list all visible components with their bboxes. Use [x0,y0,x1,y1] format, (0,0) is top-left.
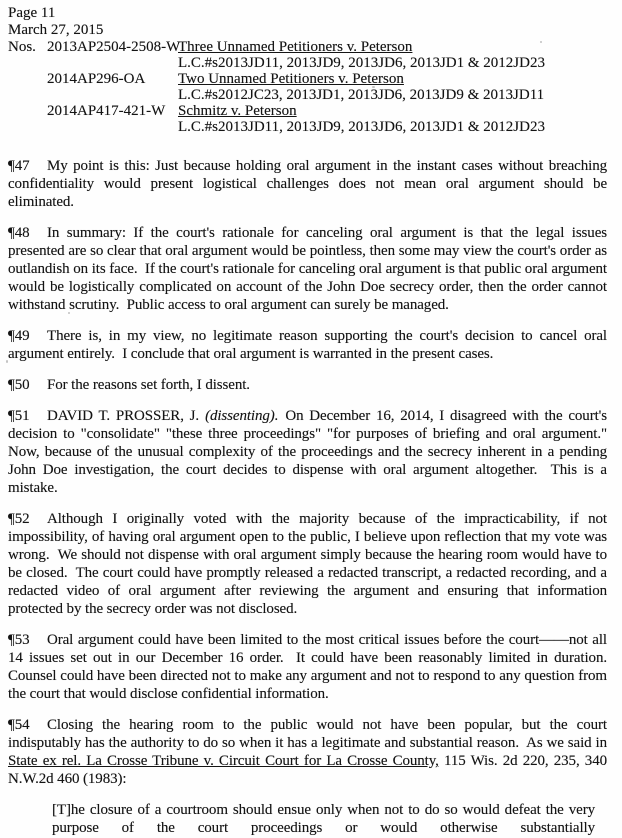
paragraph-number: ¶54 [8,717,30,733]
case-caption-table [8,39,607,135]
paragraph-text: On December 16, 2014, I disagreed with the court's decision to "consolidate" "these three proceedings" "for purposes of briefing and oral argument." Now, because of the unusual complexity of the proceedings and the secrecy inherent in a pending John Doe investigation, the court decides to dispense with oral argument altogether. This is a mistake. [8,408,615,496]
case-name: Two Unnamed Petitioners v. Peterson [178,71,404,87]
dissent-author-name: DAVID T. PROSSER, J. [47,408,200,424]
paragraph-50 [8,376,607,394]
paragraph-text: My point is this: Just because holding oral argument in the instant cases without breaching confidentiality would present logistical challenges does not mean oral argument should be eliminated. [8,158,611,210]
nos-label: Nos. [8,39,36,55]
paragraph-52 [8,510,611,618]
paragraph-text: Closing the hearing room to the public would not have been popular, but the court indisputably has the authority to do so when it has a legitimate and substantial reason. As we said in [8,717,611,751]
document-header [8,5,607,135]
case-citation: State ex rel. La Crosse Tribune v. Circuit Court for La Crosse County, [8,753,439,769]
paragraph-number: ¶47 [8,158,30,174]
case-lc-numbers: L.C.#s2012JC23, 2013JD1, 2013JD6, 2013JD9 & 2013JD11 [178,87,545,103]
blockquote: [T]he closure of a courtroom should ensue only when not to do so would defeat the very purpose of the court proceedings or would otherwise substantially [52,802,595,836]
paragraph-54 [8,716,611,788]
case-number: 2014AP296-OA [47,71,146,87]
paragraph-number: ¶51 [8,408,30,424]
case-lc-numbers: L.C.#s2013JD11, 2013JD9, 2013JD6, 2013JD1 & 2012JD23 [178,119,545,135]
paragraph-number: ¶53 [8,632,30,648]
opinion-body [8,157,615,837]
scan-speck [540,41,542,43]
scan-speck [68,312,70,314]
page-number-label: Page 11 [8,5,56,21]
paragraph-49 [8,327,611,363]
scan-speck [372,86,375,88]
paragraph-53 [8,631,615,703]
paragraph-number: ¶49 [8,328,30,344]
paragraph-text: For the reasons set forth, I dissent. [47,377,250,393]
paragraph-51 [8,407,615,497]
paragraph-text: In summary: If the court's rationale for canceling oral argument is that the legal issues presented are so clear that oral argument would be pointless, then some may view the court's order as outlandish on its face. If the court's rationale for canceling oral argument is that public oral argument would be logistically complicated on account of the John Doe secrecy order, then the order cannot withstand scrutiny. Public access to oral argument can surely be managed. [8,225,611,313]
paragraph-number: ¶52 [8,511,30,527]
paragraph-text: 115 Wis. 2d 220, 235, 340 N.W.2d 460 (1983): [8,753,611,787]
paragraph-text: There is, in my view, no legitimate reason supporting the court's decision to cancel oral argument entirely. I conclude that oral argument is warranted in the present cases. [8,328,611,362]
paragraph-47 [8,157,611,211]
case-name: Three Unnamed Petitioners v. Peterson [178,39,413,55]
case-number: 2013AP2504-2508-W [47,39,181,55]
date-label: March 27, 2015 [8,22,104,38]
dissenting-label: (dissenting). [205,408,279,424]
case-number: 2014AP417-421-W [47,103,166,119]
paragraph-number: ¶50 [8,377,30,393]
paragraph-number: ¶48 [8,225,30,241]
paragraph-text: Oral argument could have been limited to the most critical issues before the court——not all 14 issues set out in our December 16 order. It could have been reasonably limited in duration. Counsel could have been directed not to make any argument and not to respond to any question from the court that would disclose confidential information. [8,632,615,702]
paragraph-text: Although I originally voted with the majority because of the impracticability, if not impossibility, of having oral argument open to the public, I believe upon reflection that my vote was wrong. We should not dispense with oral argument simply because the hearing room would have to be closed. The court could have promptly released a redacted transcript, a redacted recording, and a redacted video of oral argument after reviewing the argument and ensuring that information protected by the secrecy order was not disclosed. [8,511,611,617]
scan-speck [6,360,8,363]
case-name: Schmitz v. Peterson [178,103,297,119]
paragraph-48 [8,224,611,314]
case-lc-numbers: L.C.#s2013JD11, 2013JD9, 2013JD6, 2013JD1 & 2012JD23 [178,55,545,71]
